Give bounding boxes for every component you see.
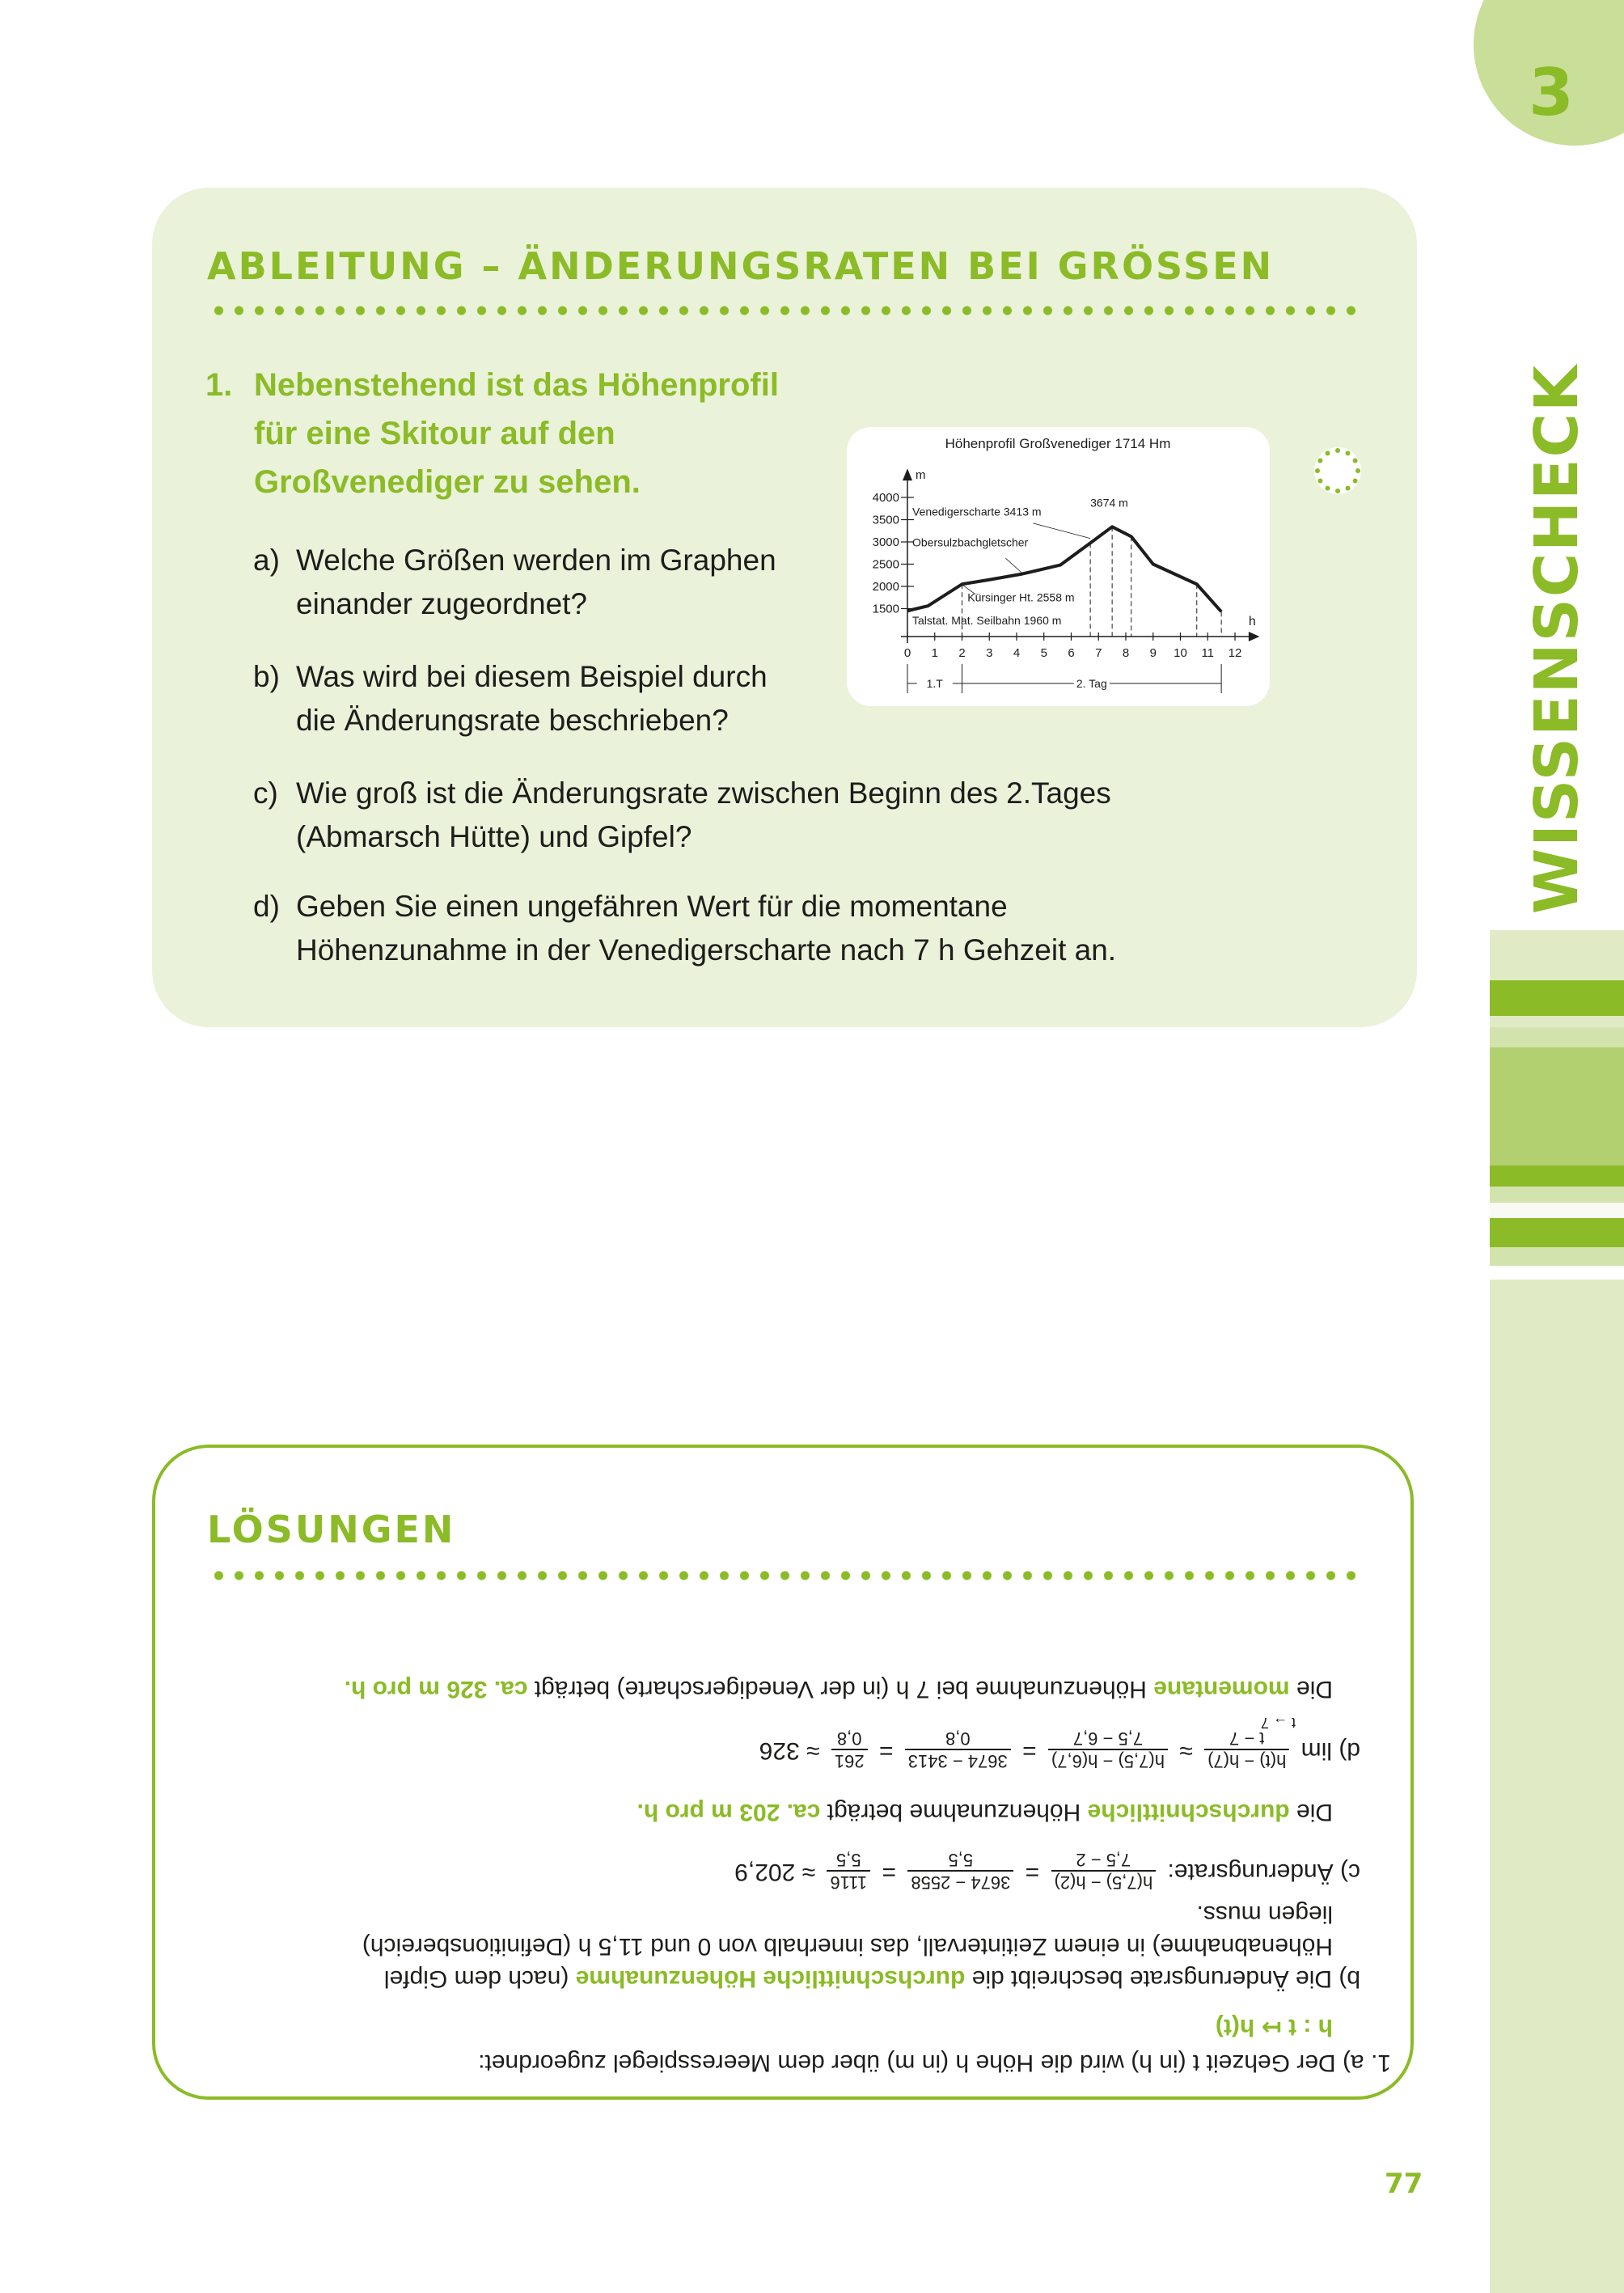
svg-text:1: 1: [931, 646, 938, 660]
chapter-number: 3: [1529, 55, 1574, 130]
svg-text:9: 9: [1149, 646, 1157, 660]
sidebar-stripe: [1490, 980, 1624, 1016]
svg-text:6: 6: [1068, 646, 1075, 660]
solution-d-summary: Die momentane Höhenzunahme bei 7 h (in der Venedigerscharte) beträgt ca. 326 m pro h.: [344, 1676, 1333, 1703]
sidebar-stripe: [1490, 1187, 1624, 1203]
svg-text:Höhenprofil Großvenediger 1714: Höhenprofil Großvenediger 1714 Hm: [945, 436, 1171, 451]
sidebar-stripe: [1490, 930, 1624, 980]
sidebar-stripe: [1490, 1027, 1624, 1047]
solution-c: c) Änderungsrate: h(7,5) − h(2) 7,5 − 2 = 3674 − 2558 5,5 = 1116 5,5 ≈ 202,9: [734, 1850, 1360, 1893]
sidebar-stripe: [1490, 1203, 1624, 1218]
task-line: Nebenstehend ist das Höhenprofil: [254, 367, 779, 403]
subtask-d: d) Geben Sie einen ungefähren Wert für die momentane Höhenzunahme in der Venedigerscharte nach 7 h Gehzeit an.: [253, 890, 1117, 967]
svg-text:h: h: [1248, 615, 1256, 628]
svg-text:2000: 2000: [872, 580, 899, 594]
svg-text:2. Tag: 2. Tag: [1076, 677, 1107, 690]
elevation-profile-chart: [847, 427, 1270, 706]
task-line: Großvenediger zu sehen.: [254, 464, 641, 500]
sidebar-stripe: [1490, 1166, 1624, 1187]
sidebar-stripe: [1490, 1047, 1624, 1166]
solutions-title: LÖSUNGEN: [207, 1508, 456, 1551]
svg-text:10: 10: [1174, 646, 1187, 660]
svg-text:3500: 3500: [872, 513, 899, 527]
subtask-b: b) Was wird bei diesem Beispiel durch die Änderungsrate beschrieben?: [253, 660, 768, 737]
dotted-divider: [209, 1571, 1357, 1580]
solutions-content-upside-down: [178, 1626, 1391, 2079]
page-number: 77: [1385, 2168, 1423, 2200]
solution-b-line3: liegen muss.: [1196, 1901, 1333, 1927]
svg-text:7: 7: [1095, 646, 1102, 660]
sidebar-stripe: [1490, 1016, 1624, 1027]
svg-text:Kürsinger Ht. 2558 m: Kürsinger Ht. 2558 m: [967, 590, 1075, 604]
solution-d: d) lim h(t) − h(7) t − 7 ≈ h(7,5) − h(6,7) 7,5 − 6,7 = 3674 − 3413 0,8 = 261 0,8 ≈ 326: [759, 1728, 1360, 1771]
svg-text:5: 5: [1040, 646, 1047, 660]
subtask-c: c) Wie groß ist die Änderungsrate zwischen Beginn des 2.Tages (Abmarsch Hütte) und Gipfel?: [253, 776, 1111, 853]
solution-a-mapping: h : t ↦ h(t): [1215, 2014, 1333, 2041]
svg-text:3674 m: 3674 m: [1090, 496, 1128, 510]
svg-text:0: 0: [903, 646, 911, 660]
svg-text:8: 8: [1122, 646, 1130, 660]
solution-b-line2: Höhenabnahme) in einem Zeitintervall, das innerhalb von 0 und 11,5 h (Definitionsbereich): [362, 1933, 1333, 1960]
sidebar-stripe: [1490, 1280, 1624, 2293]
svg-text:Venedigerscharte 3413 m: Venedigerscharte 3413 m: [912, 505, 1042, 518]
svg-text:4000: 4000: [872, 491, 899, 505]
task-line: für eine Skitour auf den: [254, 416, 615, 451]
svg-text:Talstat. Mat. Seilbahn 1960 m: Talstat. Mat. Seilbahn 1960 m: [912, 613, 1062, 627]
sidebar-stripe: [1490, 1247, 1624, 1266]
svg-text:3: 3: [986, 646, 993, 660]
svg-text:m: m: [916, 467, 926, 482]
task-number: 1.: [205, 367, 233, 403]
exercise-title: ABLEITUNG – ÄNDERUNGSRATEN BEI GRÖSSEN: [207, 244, 1275, 288]
subtask-a: a) Welche Größen werden im Graphen einander zugeordnet?: [253, 544, 776, 620]
svg-text:4: 4: [1013, 646, 1021, 660]
svg-text:1500: 1500: [872, 602, 899, 616]
solution-c-summary: Die durchschnittliche Höhenzunahme beträgt ca. 203 m pro h.: [636, 1799, 1333, 1826]
solution-d-lim-sub: t → 7: [1260, 1715, 1296, 1731]
svg-text:2: 2: [958, 646, 966, 660]
dotted-divider: [209, 306, 1357, 315]
solution-a: 1. a) Der Gehzeit t (in h) wird die Höhe h (in m) über dem Meeresspiegel zugeordnet:: [478, 2050, 1391, 2076]
svg-text:11: 11: [1201, 646, 1215, 660]
svg-text:2500: 2500: [872, 557, 899, 572]
svg-text:1.T: 1.T: [926, 677, 943, 690]
svg-text:3000: 3000: [872, 535, 899, 549]
sidebar-stripe: [1490, 1218, 1624, 1247]
svg-text:Obersulzbachgletscher: Obersulzbachgletscher: [912, 535, 1029, 549]
progress-dot-ring-icon: [1314, 447, 1361, 494]
solution-b: b) Die Änderungsrate beschreibt die durchschnittliche Höhenzunahme (nach dem Gipfel: [383, 1965, 1360, 1992]
section-side-label: WISSENSCHECK: [1522, 363, 1592, 915]
svg-text:12: 12: [1228, 646, 1242, 660]
